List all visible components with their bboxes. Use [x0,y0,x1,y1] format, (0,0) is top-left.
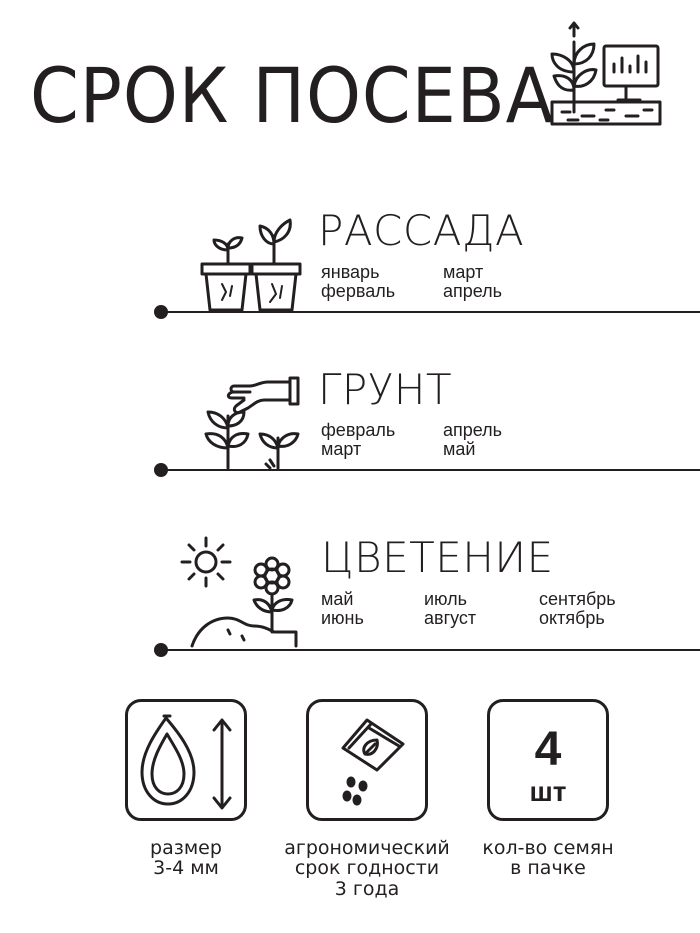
month-label: март [443,262,484,282]
page-title: СРОК ПОСЕВА [30,51,555,140]
sun-flower-icon [178,534,302,650]
month-label: ферваль [321,281,396,301]
timeline-line [160,311,700,313]
month-label: апрель [443,420,503,440]
quantity-caption-line2: в пачке [510,857,586,879]
timeline-line [160,469,700,471]
month-label: май [443,439,476,459]
seedlings-pots-icon [200,214,302,312]
month-label: февраль [321,420,396,440]
section-title-rassada: РАССАДА [318,206,525,255]
size-caption-line2: 3-4 мм [153,857,219,879]
month-label: сентябрь [539,589,616,609]
seed-size-icon [136,712,240,808]
month-label: июль [424,589,468,609]
month-label: май [321,589,354,609]
quantity-unit: шт [529,776,567,807]
section-title-grunt: ГРУНТ [318,365,453,414]
size-caption-line1: размер [150,837,222,859]
month-label: октябрь [539,608,605,628]
seed-size-box [125,699,247,821]
quantity-caption-line1: кол-во семян [482,837,614,859]
plant-growth-monitor-icon [548,20,663,132]
section-title-tsvetenie: ЦВЕТЕНИЕ [321,533,554,582]
quantity-box [487,699,609,821]
shelf-life-box [306,699,428,821]
timeline-line [160,649,700,651]
hand-planting-icon [204,376,302,470]
month-label: март [321,439,362,459]
quantity-number: 4 [534,723,562,776]
seed-packet-icon [329,716,409,808]
month-label: август [424,608,477,628]
shelf-life-caption-line2: срок годности [294,857,440,879]
month-label: апрель [443,281,503,301]
month-label: июнь [321,608,364,628]
shelf-life-caption-line3: 3 года [334,878,400,900]
shelf-life-caption-line1: агрономический [284,837,450,859]
month-label: январь [321,262,380,282]
